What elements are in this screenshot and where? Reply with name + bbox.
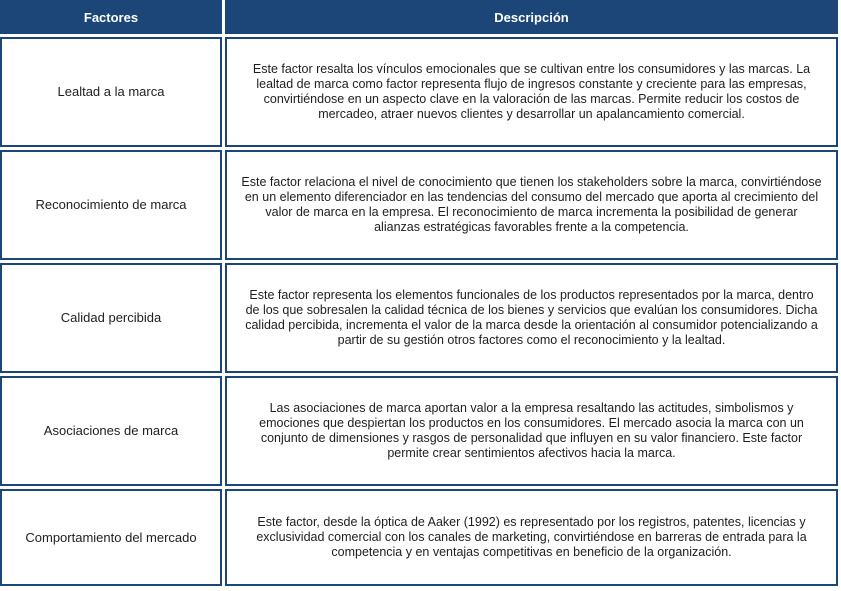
table-header xyxy=(0,0,838,34)
description-cell: Este factor relaciona el nivel de conocimiento que tienen los stakeholders sobre la marca, convirtiéndose en un elemento diferenciador en las tendencias del consumo del mercado que aporta al crecimiento del valor de marca en la empresa. El reconocimiento de marca incrementa la posibilidad de generar alianzas estratégicas favorables frente a la competencia. xyxy=(225,150,838,260)
header-row xyxy=(0,0,838,34)
factor-cell: Lealtad a la marca xyxy=(0,37,222,147)
table-row xyxy=(0,150,838,260)
description-cell: Este factor resalta los vínculos emocionales que se cultivan entre los consumidores y las marcas. La lealtad de marca como factor representa flujo de ingresos constante y creciente para las empresas, convirtiéndose en un aspecto clave en la valoración de las marcas. Permite reducir los costos de mercadeo, atraer nuevos clientes y desarrollar un apalancamiento comercial. xyxy=(225,37,838,147)
description-cell: Este factor representa los elementos funcionales de los productos representados por la marca, dentro de los que sobresalen la calidad técnica de los bienes y servicios que evalúan los consumidores. Dicha calidad percibida, incrementa el valor de la marca desde la orientación al consumidor potencializando a partir de su gestión otros factores como el reconocimiento y la lealtad. xyxy=(225,263,838,373)
factor-cell: Reconocimiento de marca xyxy=(0,150,222,260)
description-cell: Este factor, desde la óptica de Aaker (1992) es representado por los registros, patentes, licencias y exclusividad comercial con los canales de marketing, convirtiéndose en barreras de entrada para la competencia y en ventajas competitivas en beneficio de la organización. xyxy=(225,489,838,586)
description-cell: Las asociaciones de marca aportan valor a la empresa resaltando las actitudes, simbolismos y emociones que despiertan los productos en los consumidores. El mercado asocia la marca con un conjunto de dimensiones y rasgos de personalidad que influyen en su valor financiero. Este factor permite crear sentimientos afectivos hacia la marca. xyxy=(225,376,838,486)
table-row xyxy=(0,37,838,147)
factor-cell: Calidad percibida xyxy=(0,263,222,373)
factor-cell: Asociaciones de marca xyxy=(0,376,222,486)
table-body xyxy=(0,37,838,586)
header-cell-factores: Factores xyxy=(0,0,222,34)
factor-cell: Comportamiento del mercado xyxy=(0,489,222,586)
table-row xyxy=(0,376,838,486)
table-row xyxy=(0,489,838,586)
header-cell-descripcion: Descripción xyxy=(225,0,838,34)
table-row xyxy=(0,263,838,373)
